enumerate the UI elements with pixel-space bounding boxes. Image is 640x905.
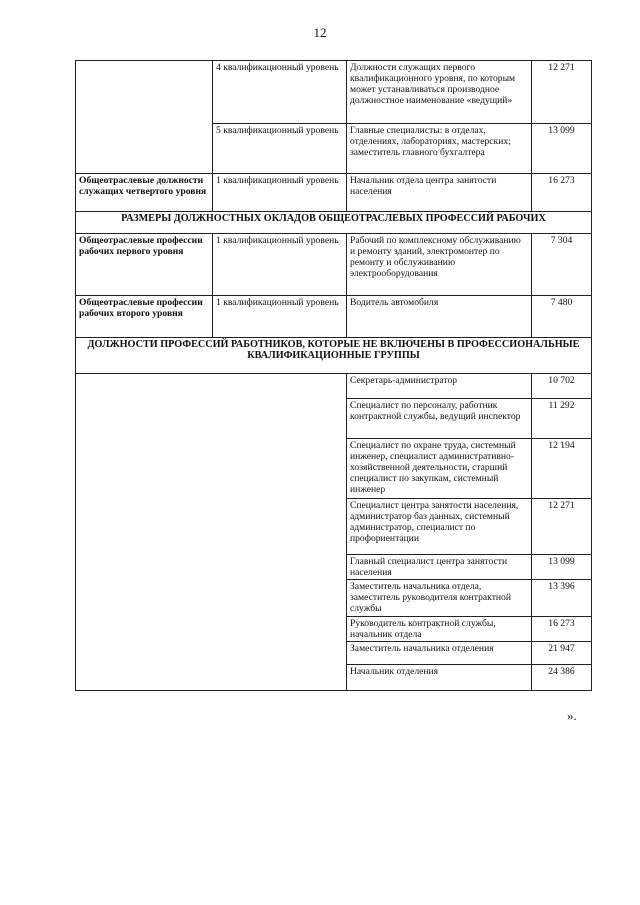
level-cell: 1 квалификационный уровень (213, 174, 347, 212)
salary-cell: 16 273 (532, 617, 592, 642)
position-cell: Специалист по охране труда, системный инженер, специалист административно-хозяйственной деятельности, старший специалист по закупкам, системный инженер (347, 439, 532, 499)
closing-quote-mark: ». (567, 708, 577, 723)
salary-cell: 16 273 (532, 174, 592, 212)
salary-cell: 11 292 (532, 399, 592, 439)
group-cell: Общеотраслевые профессии рабочих первого уровня (76, 234, 213, 296)
section-heading-other: ДОЛЖНОСТИ ПРОФЕССИЙ РАБОТНИКОВ, КОТОРЫЕ НЕ ВКЛЮЧЕНЫ В ПРОФЕССИОНАЛЬНЫЕ КВАЛИФИКАЦИОННЫЕ ГРУППЫ (76, 338, 592, 374)
salary-cell: 13 396 (532, 580, 592, 617)
position-cell: Специалист по персоналу, работник контрактной службы, ведущий инспектор (347, 399, 532, 439)
salary-cell: 12 271 (532, 61, 592, 124)
empty-merged-cell (76, 374, 347, 691)
position-cell: Специалист центра занятости населения, администратор баз данных, системный администратор, специалист по профориентации (347, 499, 532, 555)
table-row (76, 296, 592, 338)
level-cell: 5 квалификационный уровень (213, 124, 347, 174)
page-number: 12 (313, 25, 327, 40)
level-cell: 1 квалификационный уровень (213, 234, 347, 296)
group-cell (76, 61, 213, 174)
table-row (76, 374, 592, 399)
position-cell: Начальник отдела центра занятости населения (347, 174, 532, 212)
group-cell: Общеотраслевые должности служащих четвертого уровня (76, 174, 213, 212)
salary-cell: 7 304 (532, 234, 592, 296)
salary-cell: 21 947 (532, 642, 592, 665)
salary-cell: 12 194 (532, 439, 592, 499)
level-cell: 1 квалификационный уровень (213, 296, 347, 338)
salary-cell: 7 480 (532, 296, 592, 338)
table-row (76, 234, 592, 296)
salary-table (75, 60, 592, 691)
position-cell: Руководитель контрактной службы, начальник отдела (347, 617, 532, 642)
position-cell: Начальник отделения (347, 665, 532, 691)
group-cell: Общеотраслевые профессии рабочих второго уровня (76, 296, 213, 338)
section-header-row (76, 212, 592, 234)
position-cell: Рабочий по комплексному обслуживанию и ремонту зданий, электромонтер по ремонту и обслуживанию электрооборудования (347, 234, 532, 296)
salary-cell: 13 099 (532, 124, 592, 174)
salary-cell: 24 386 (532, 665, 592, 691)
salary-cell: 13 099 (532, 555, 592, 580)
table-row (76, 174, 592, 212)
position-cell: Заместитель начальника отделения (347, 642, 532, 665)
position-cell: Главный специалист центра занятости населения (347, 555, 532, 580)
position-cell: Водитель автомобиля (347, 296, 532, 338)
section-heading-workers: РАЗМЕРЫ ДОЛЖНОСТНЫХ ОКЛАДОВ ОБЩЕОТРАСЛЕВЫХ ПРОФЕССИЙ РАБОЧИХ (76, 212, 592, 234)
position-cell: Заместитель начальника отдела, заместитель руководителя контрактной службы (347, 580, 532, 617)
position-cell: Секретарь-администратор (347, 374, 532, 399)
table-row (76, 61, 592, 124)
salary-cell: 12 271 (532, 499, 592, 555)
salary-cell: 10 702 (532, 374, 592, 399)
level-cell: 4 квалификационный уровень (213, 61, 347, 124)
section-header-row (76, 338, 592, 374)
position-cell: Должности служащих первого квалификационного уровня, по которым может устанавливаться производное должностное наименование «ведущий» (347, 61, 532, 124)
position-cell: Главные специалисты: в отделах, отделениях, лабораториях, мастерских; заместитель главного бухгалтера (347, 124, 532, 174)
